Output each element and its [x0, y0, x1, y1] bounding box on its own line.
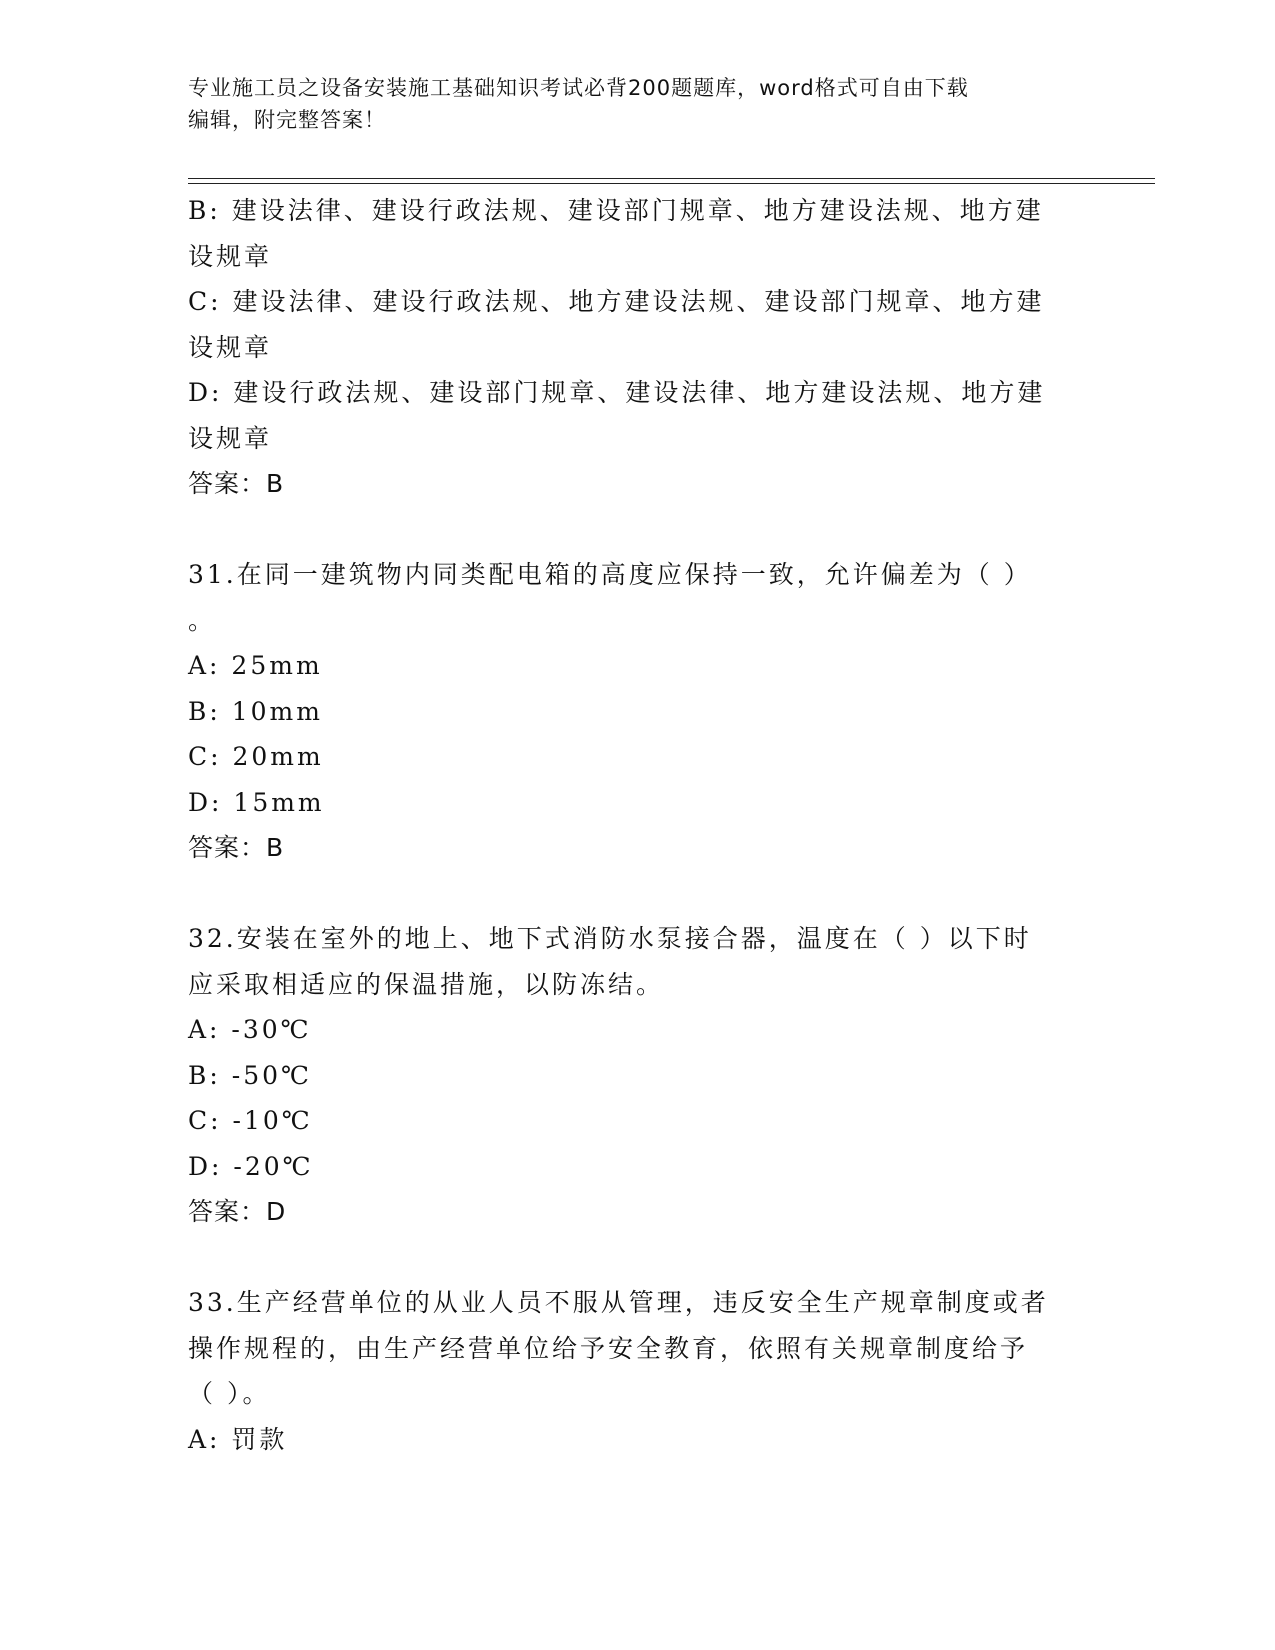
q31-option-a: A: 25mm [188, 651, 323, 680]
header-title-line-1: 专业施工员之设备安装施工基础知识考试必背200题题库，word格式可自由下载 [188, 76, 969, 100]
question-33 [188, 1280, 1088, 1462]
q30-answer: 答案：B [188, 469, 285, 498]
question-31 [188, 552, 1088, 871]
header-divider-top [188, 178, 1155, 179]
q33-stem-line-3: （ ）。 [188, 1379, 271, 1408]
q30-option-b-line-2: 设规章 [188, 241, 273, 271]
q31-stem-line-1: 31.在同一建筑物内同类配电箱的高度应保持一致，允许偏差为（ ） [188, 560, 1032, 589]
header-title-line-2: 编辑，附完整答案！ [188, 108, 386, 132]
q32-stem-line-2: 应采取相适应的保温措施，以防冻结。 [188, 969, 665, 999]
spacer [188, 1235, 1088, 1281]
q31-option-c: C: 20mm [188, 742, 324, 771]
q33-stem-line-2: 操作规程的，由生产经营单位给予安全教育，依照有关规章制度给予 [188, 1333, 1029, 1363]
header-divider-bottom [188, 183, 1155, 184]
q30-option-d-line-2: 设规章 [188, 423, 273, 453]
q30-option-c-line-2: 设规章 [188, 332, 273, 362]
q30-option-c-line-1: C: 建设法律、建设行政法规、地方建设法规、建设部门规章、地方建 [188, 287, 1045, 316]
document-header [188, 72, 1068, 136]
q32-option-b: B: -50℃ [188, 1060, 312, 1090]
q33-option-a: A: 罚款 [188, 1424, 288, 1454]
q31-option-b: B: 10mm [188, 696, 323, 726]
q32-answer: 答案：D [188, 1197, 287, 1226]
q31-option-d: D: 15mm [188, 787, 325, 817]
q31-answer: 答案：B [188, 833, 285, 862]
q33-stem-line-1: 33.生产经营单位的从业人员不服从管理，违反安全生产规章制度或者 [188, 1288, 1049, 1317]
spacer [188, 507, 1088, 553]
q30-option-d-line-1: D: 建设行政法规、建设部门规章、建设法律、地方建设法规、地方建 [188, 378, 1046, 407]
q32-option-d: D: -20℃ [188, 1151, 314, 1181]
spacer [188, 871, 1088, 917]
q30-option-b-line-1: B: 建设法律、建设行政法规、建设部门规章、地方建设法规、地方建 [188, 196, 1044, 225]
q31-stem-line-2: 。 [188, 605, 217, 635]
question-32 [188, 916, 1088, 1235]
question-30-tail [188, 188, 1088, 507]
q32-stem-line-1: 32.安装在室外的地上、地下式消防水泵接合器，温度在（ ）以下时 [188, 924, 1032, 953]
question-content [188, 188, 1088, 1462]
q32-option-c: C: -10℃ [188, 1106, 313, 1135]
q32-option-a: A: -30℃ [188, 1015, 312, 1044]
